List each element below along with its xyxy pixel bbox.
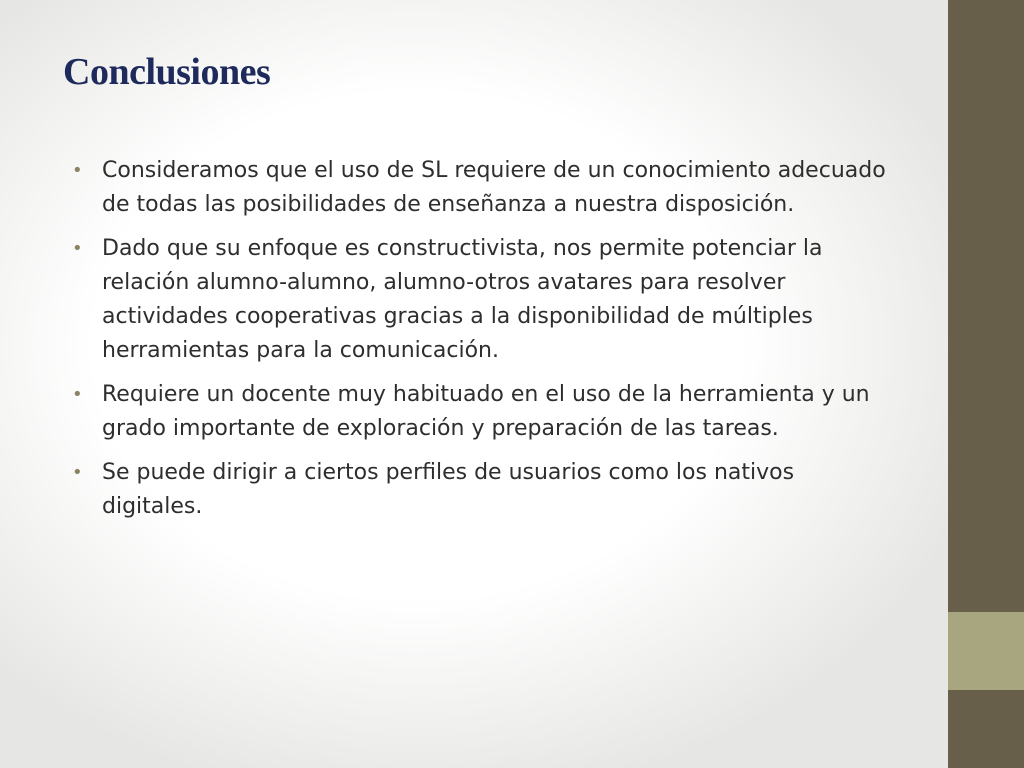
sidebar-accent-block (948, 612, 1024, 690)
bullet-dot-icon: • (72, 462, 83, 483)
slide-title: Conclusiones (63, 51, 271, 93)
bullet-dot-icon: • (72, 384, 83, 405)
bullet-text: Se puede dirigir a ciertos perfiles de usuarios como los nativos digitales. (102, 460, 795, 519)
bullet-text: Requiere un docente muy habituado en el uso de la herramienta y un grado importante de exploración y preparación de las tareas. (102, 382, 870, 441)
bullet-dot-icon: • (72, 238, 83, 259)
bullet-list (72, 154, 892, 534)
bullet-item (72, 154, 892, 222)
bullet-text: Consideramos que el uso de SL requiere de un conocimiento adecuado de todas las posibilidades de enseñanza a nuestra disposición. (102, 158, 886, 217)
bullet-item (72, 456, 892, 524)
bullet-text: Dado que su enfoque es constructivista, nos permite potenciar la relación alumno-alumno, alumno-otros avatares para resolver actividades cooperativas gracias a la disponibilidad de múltiples herramientas para la comunicación. (102, 236, 823, 363)
bullet-item (72, 378, 892, 446)
decorative-sidebar (948, 0, 1024, 768)
bullet-item (72, 232, 892, 368)
bullet-dot-icon: • (72, 160, 83, 181)
